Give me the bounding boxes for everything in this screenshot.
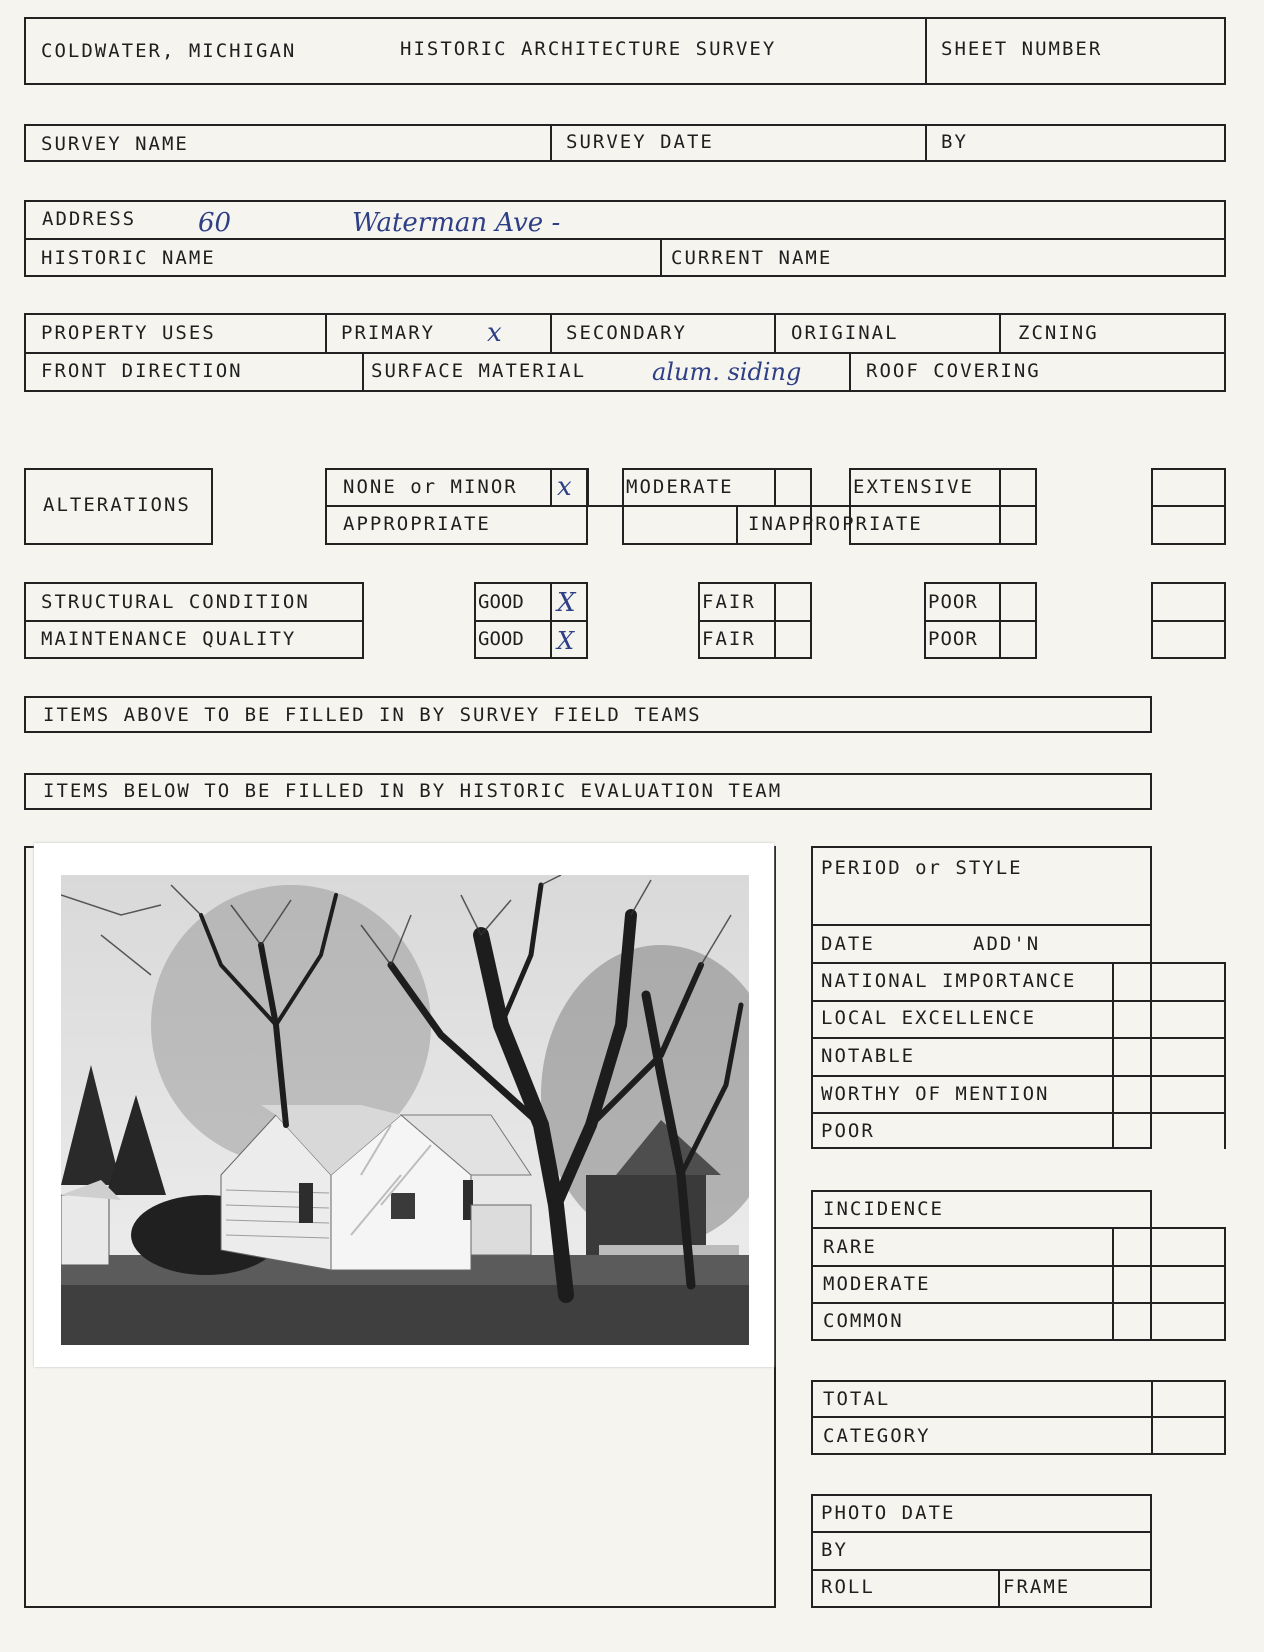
incidence-rare: RARE: [823, 1236, 877, 1258]
current-name-label: CURRENT NAME: [671, 247, 833, 269]
good-line: [474, 620, 588, 622]
inc-line-4: [1112, 1339, 1226, 1341]
property-uses-label: PROPERTY USES: [41, 322, 216, 344]
survey-divider-2: [925, 124, 927, 162]
photo-by-label: BY: [821, 1539, 848, 1561]
inappropriate-label: INAPPROPRIATE: [748, 513, 923, 535]
roof-covering-label: ROOF COVERING: [866, 360, 1041, 382]
property-row-line: [24, 352, 1226, 354]
primary-mark: x: [487, 318, 502, 348]
survey-date-label: SURVEY DATE: [566, 131, 714, 153]
category-label: CATEGORY: [823, 1425, 931, 1447]
inc-score-div: [1112, 1227, 1114, 1341]
eval-row-poor: POOR: [821, 1120, 875, 1142]
alt-div-d: [736, 505, 738, 545]
survey-by-label: BY: [941, 131, 968, 153]
alt-div-b: [587, 468, 589, 505]
fair-div: [774, 582, 776, 659]
eval-row-worthy: WORTHY OF MENTION: [821, 1083, 1050, 1105]
structural-condition-label: STRUCTURAL CONDITION: [41, 591, 310, 613]
original-label: ORIGINAL: [791, 322, 899, 344]
house-photo: [61, 875, 749, 1345]
structural-poor-label: POOR: [928, 591, 978, 613]
field-teams-note: ITEMS ABOVE TO BE FILLED IN BY SURVEY FIELD TEAMS: [43, 704, 702, 726]
addn-label: ADD'N: [973, 933, 1041, 955]
property-div-5: [362, 352, 364, 392]
extensive-label: EXTENSIVE: [853, 476, 974, 498]
eval-line-1: [811, 962, 1226, 964]
eval-line-date: [811, 924, 1152, 926]
poor-line: [924, 620, 1037, 622]
good-div: [550, 582, 552, 659]
photo-info-div: [998, 1569, 1000, 1608]
front-direction-label: FRONT DIRECTION: [41, 360, 243, 382]
period-style-label: PERIOD or STYLE: [821, 857, 1023, 879]
structural-fair-label: FAIR: [702, 591, 756, 613]
names-divider: [660, 238, 662, 277]
condition-score-line: [1151, 620, 1226, 622]
surface-material-label: SURFACE MATERIAL: [371, 360, 587, 382]
inc-line-3: [811, 1302, 1226, 1304]
structural-good-label: GOOD: [478, 591, 524, 613]
fair-line: [698, 620, 812, 622]
address-number: 60: [198, 208, 232, 238]
maintenance-poor-label: POOR: [928, 628, 978, 650]
city-label: COLDWATER, MICHIGAN: [41, 40, 297, 62]
eval-line-4: [811, 1075, 1226, 1077]
photo-info-line-1: [811, 1531, 1152, 1533]
historic-name-label: HISTORIC NAME: [41, 247, 216, 269]
none-minor-label: NONE or MINOR: [343, 476, 518, 498]
photo-info-line-2: [811, 1569, 1152, 1571]
maintenance-good-label: GOOD: [478, 628, 524, 650]
property-div-6: [849, 352, 851, 392]
evaluation-team-note: ITEMS BELOW TO BE FILLED IN BY HISTORIC EVALUATION TEAM: [43, 780, 783, 802]
none-minor-mark: x: [557, 472, 572, 502]
maintenance-fair-label: FAIR: [702, 628, 756, 650]
property-div-3: [774, 313, 776, 352]
eval-line-2: [811, 1000, 1226, 1002]
inc-score-right: [1224, 1227, 1226, 1341]
zoning-label: ZCNING: [1018, 322, 1099, 344]
property-div-1: [325, 313, 327, 352]
total-label: TOTAL: [823, 1388, 891, 1410]
alterations-label: ALTERATIONS: [43, 494, 191, 516]
secondary-label: SECONDARY: [566, 322, 687, 344]
moderate-label: MODERATE: [626, 476, 734, 498]
surface-material-value: alum. siding: [652, 358, 802, 386]
frame-label: FRAME: [1003, 1576, 1071, 1598]
date-label: DATE: [821, 933, 875, 955]
address-row-line: [24, 238, 1226, 240]
incidence-label: INCIDENCE: [823, 1198, 944, 1220]
roll-label: ROLL: [821, 1576, 875, 1598]
eval-line-5: [811, 1112, 1226, 1114]
survey-name-label: SURVEY NAME: [41, 133, 189, 155]
eval-score-div: [1112, 962, 1114, 1149]
condition-left-line: [24, 620, 364, 622]
incidence-common: COMMON: [823, 1310, 904, 1332]
inc-line-1: [811, 1227, 1226, 1229]
primary-label: PRIMARY: [341, 322, 436, 344]
totals-line: [811, 1416, 1226, 1418]
alt-score-line: [1151, 505, 1226, 507]
alt-div-a: [550, 468, 552, 505]
photo-card: [34, 843, 774, 1367]
appropriate-label: APPROPRIATE: [343, 513, 491, 535]
photo-date-label: PHOTO DATE: [821, 1502, 956, 1524]
alt-div-c: [774, 468, 776, 505]
poor-div: [999, 582, 1001, 659]
maintenance-quality-label: MAINTENANCE QUALITY: [41, 628, 297, 650]
structural-good-mark: X: [557, 588, 576, 618]
property-div-2: [550, 313, 552, 352]
incidence-moderate: MODERATE: [823, 1273, 931, 1295]
eval-row-national: NATIONAL IMPORTANCE: [821, 970, 1077, 992]
totals-div: [1151, 1380, 1153, 1455]
eval-row-notable: NOTABLE: [821, 1045, 916, 1067]
form-title: HISTORIC ARCHITECTURE SURVEY: [400, 38, 777, 60]
address-street: Waterman Ave -: [352, 208, 561, 238]
alt-div-e: [999, 468, 1001, 545]
maintenance-good-mark: X: [557, 627, 575, 655]
sheet-number-label: SHEET NUMBER: [941, 38, 1103, 60]
inc-line-2: [811, 1265, 1226, 1267]
eval-score-right: [1224, 962, 1226, 1149]
eval-line-3: [811, 1037, 1226, 1039]
header-divider: [925, 17, 927, 85]
property-div-4: [999, 313, 1001, 352]
eval-row-local: LOCAL EXCELLENCE: [821, 1007, 1037, 1029]
survey-divider-1: [550, 124, 552, 162]
address-label: ADDRESS: [42, 208, 137, 230]
